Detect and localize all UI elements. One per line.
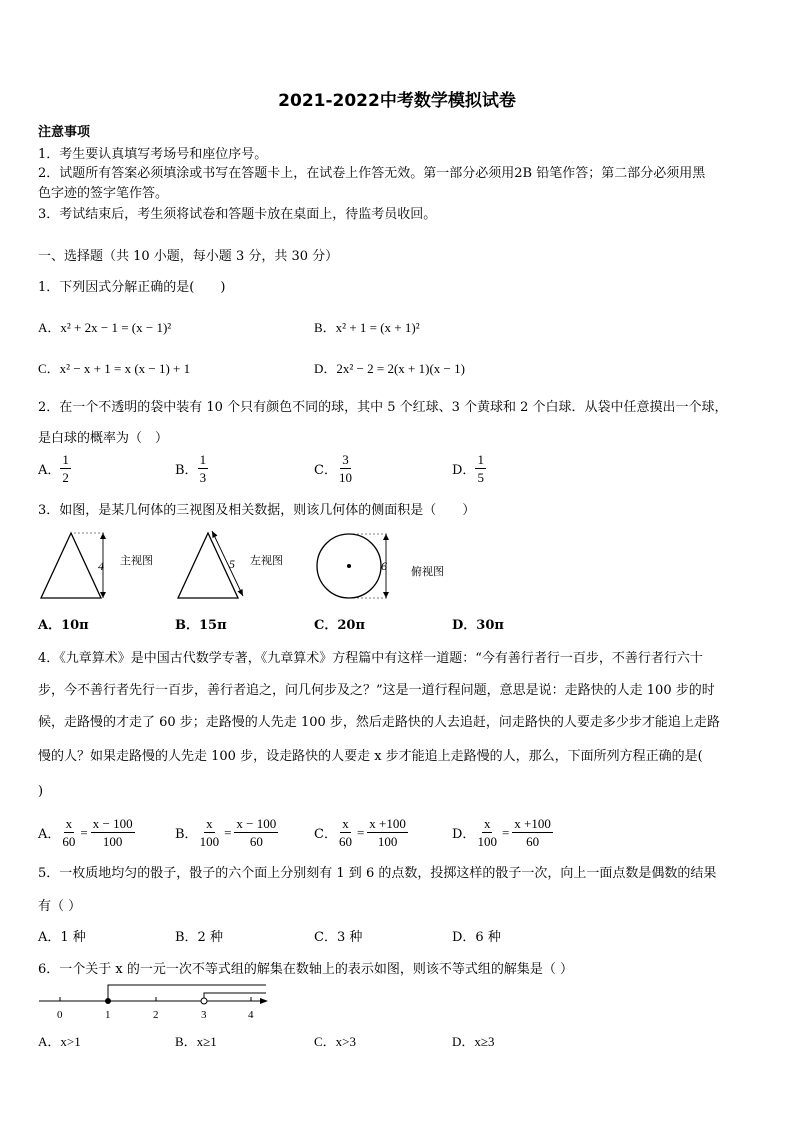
denominator: 60 (249, 834, 263, 849)
denominator: 60 (62, 834, 76, 849)
question-6-stem: 6．一个关于 x 的一元一次不等式组的解集在数轴上的表示如图，则该不等式组的解集是（ ） (38, 962, 574, 977)
fraction (91, 816, 135, 849)
solution-ray-x-gt-3 (204, 993, 266, 1001)
option-label: B． (175, 827, 198, 842)
arrow-up-icon (383, 534, 389, 540)
q3-option-c: C．20π (314, 618, 365, 633)
slant-dimension-line (212, 531, 243, 596)
three-views-figure (36, 528, 456, 608)
option-label: A． (38, 827, 61, 842)
denominator: 100 (199, 834, 220, 849)
tick-label: 4 (248, 1009, 254, 1021)
tick-label: 1 (105, 1009, 111, 1021)
q6-option-d: D．x≥3 (452, 1034, 495, 1049)
notice-heading: 注意事项 (38, 125, 91, 140)
option-label: B． (175, 463, 198, 478)
q2-option-a (38, 452, 71, 485)
q1-option-b: B．x² + 1 = (x + 1)² (314, 320, 420, 335)
q1-option-d: D．2x² − 2 = 2(x + 1)(x − 1) (314, 361, 465, 376)
front-view-dimension: 4 (98, 559, 104, 573)
top-view-dimension: 6 (381, 559, 387, 573)
open-point (201, 998, 207, 1004)
q2-option-d (452, 452, 486, 485)
top-view-label: 俯视图 (411, 566, 444, 578)
side-view-label: 左视图 (250, 555, 283, 567)
number-line-figure (36, 978, 276, 1024)
denominator: 3 (199, 470, 207, 485)
q4-option-a (38, 816, 135, 849)
fraction (198, 452, 209, 485)
fraction (198, 816, 222, 849)
center-point (347, 564, 351, 568)
equals-sign: = (501, 824, 510, 840)
equals-sign: = (80, 824, 88, 840)
denominator: 10 (338, 470, 352, 485)
option-label: C． (314, 463, 337, 478)
q3-option-a: A．10π (38, 618, 89, 633)
denominator: 2 (62, 470, 69, 485)
question-2-stem: 2．在一个不透明的袋中装有 10 个只有颜色不同的球，其中 5 个红球、3 个黄球和 2 个白球．从袋中任意摸出一个球， (38, 400, 728, 415)
numerator: x (65, 816, 73, 831)
denominator: 60 (338, 834, 352, 849)
q5-option-d: D．6 种 (452, 930, 501, 945)
closed-point (105, 998, 111, 1004)
section-heading: 一、选择题（共 10 小题，每小题 3 分，共 30 分） (38, 249, 339, 264)
numerator: 1 (477, 452, 484, 467)
arrow-down-icon (383, 592, 389, 598)
q6-option-b: B．x≥1 (175, 1034, 217, 1049)
question-1-stem: 1．下列因式分解正确的是( ) (38, 280, 226, 295)
denominator: 60 (526, 834, 540, 849)
option-label: D． (452, 827, 476, 842)
fraction (337, 452, 354, 485)
question-4-stem-5: ) (38, 784, 44, 799)
denominator: 100 (102, 834, 123, 849)
tick-label: 0 (57, 1009, 63, 1021)
denominator: 100 (377, 834, 398, 849)
notice-item: 色字迹的签字笔作答。 (38, 186, 169, 201)
fraction (475, 452, 486, 485)
fraction (367, 816, 408, 849)
q5-option-a: A．1 种 (38, 930, 86, 945)
q2-option-b (175, 452, 208, 485)
numerator: 1 (62, 452, 69, 467)
question-4-stem-3: 候，走路慢的才走了 60 步；走路慢的人先走 100 步，然后走路快的人去追赶，问走路快的人要走多少步才能追上走路 (38, 715, 720, 730)
numerator: x +100 (514, 816, 551, 831)
fraction (475, 816, 499, 849)
q1-option-a: A．x² + 2x − 1 = (x − 1)² (38, 320, 172, 335)
question-5-stem: 5．一枚质地均匀的骰子，骰子的六个面上分别刻有 1 到 6 的点数，投掷这样的骰子一次，向上一面点数是偶数的结果 (38, 866, 717, 881)
denominator: 5 (477, 470, 484, 485)
numerator: x − 100 (92, 816, 133, 831)
q3-option-d: D．30π (452, 618, 504, 633)
numerator: 1 (199, 452, 207, 467)
q6-option-c: C．x>3 (314, 1034, 357, 1049)
q6-option-a: A．x>1 (38, 1034, 81, 1049)
tick-label: 2 (153, 1009, 159, 1021)
fraction (60, 816, 77, 849)
question-4-stem-2: 步，今不善行者先行一百步，善行者追之，问几何步及之？”这是一道行程问题，意思是说：走路快的人走 100 步的时 (38, 683, 715, 698)
q2-option-c (314, 452, 354, 485)
notice-item: 1．考生要认真填写考场号和座位序号。 (38, 147, 268, 162)
question-3-stem: 3．如图，是某几何体的三视图及相关数据，则该几何体的侧面积是（ ） (38, 503, 476, 518)
q5-option-c: C．3 种 (314, 930, 363, 945)
option-label: D． (452, 463, 476, 478)
numerator: 3 (342, 452, 349, 467)
numerator: x (206, 816, 213, 831)
question-4-stem-4: 慢的人？如果走路慢的人先走 100 步，设走路快的人要走 x 步才能追上走路慢的人，那么，下面所列方程正确的是( (38, 749, 703, 764)
numerator: x +100 (369, 816, 406, 831)
side-view-dimension: 5 (229, 557, 235, 571)
question-5-stem-2: 有（ ） (38, 899, 82, 914)
equals-sign: = (224, 824, 232, 840)
fraction (60, 452, 71, 485)
notice-item: 3．考试结束后，考生须将试卷和答题卡放在桌面上，待监考员收回。 (38, 207, 437, 222)
q1-option-c: C．x² − x + 1 = x (x − 1) + 1 (38, 361, 191, 376)
equals-sign: = (356, 824, 365, 840)
front-view-triangle (41, 533, 101, 598)
arrow-right-icon (260, 998, 268, 1004)
arrow-up-icon (100, 533, 106, 539)
numerator: x (483, 816, 491, 831)
notice-item: 2．试题所有答案必须填涂或书写在答题卡上，在试卷上作答无效。第一部分必须用2B 铅笔作答；第二部分必须用黑 (38, 166, 706, 181)
numerator: x (342, 816, 349, 831)
option-label: A． (38, 463, 61, 478)
q4-option-b (175, 816, 278, 849)
front-view-label: 主视图 (120, 555, 153, 567)
fraction (512, 816, 553, 849)
fraction (234, 816, 278, 849)
question-4-stem: 4．《九章算术》是中国古代数学专著，《九章算术》方程篇中有这样一道题：“今有善行者行一百步，不善行者行六十 (38, 651, 703, 666)
tick-label: 3 (201, 1009, 207, 1021)
q5-option-b: B．2 种 (175, 930, 223, 945)
page-title: 2021-2022中考数学模拟试卷 (278, 91, 516, 111)
q4-option-d (452, 816, 553, 849)
numerator: x − 100 (236, 816, 277, 831)
question-2-stem-2: 是白球的概率为（ ） (38, 431, 169, 446)
fraction (337, 816, 354, 849)
denominator: 100 (477, 834, 497, 849)
q3-option-b: B．15π (175, 618, 227, 633)
option-label: C． (314, 827, 337, 842)
q4-option-c (314, 816, 408, 849)
